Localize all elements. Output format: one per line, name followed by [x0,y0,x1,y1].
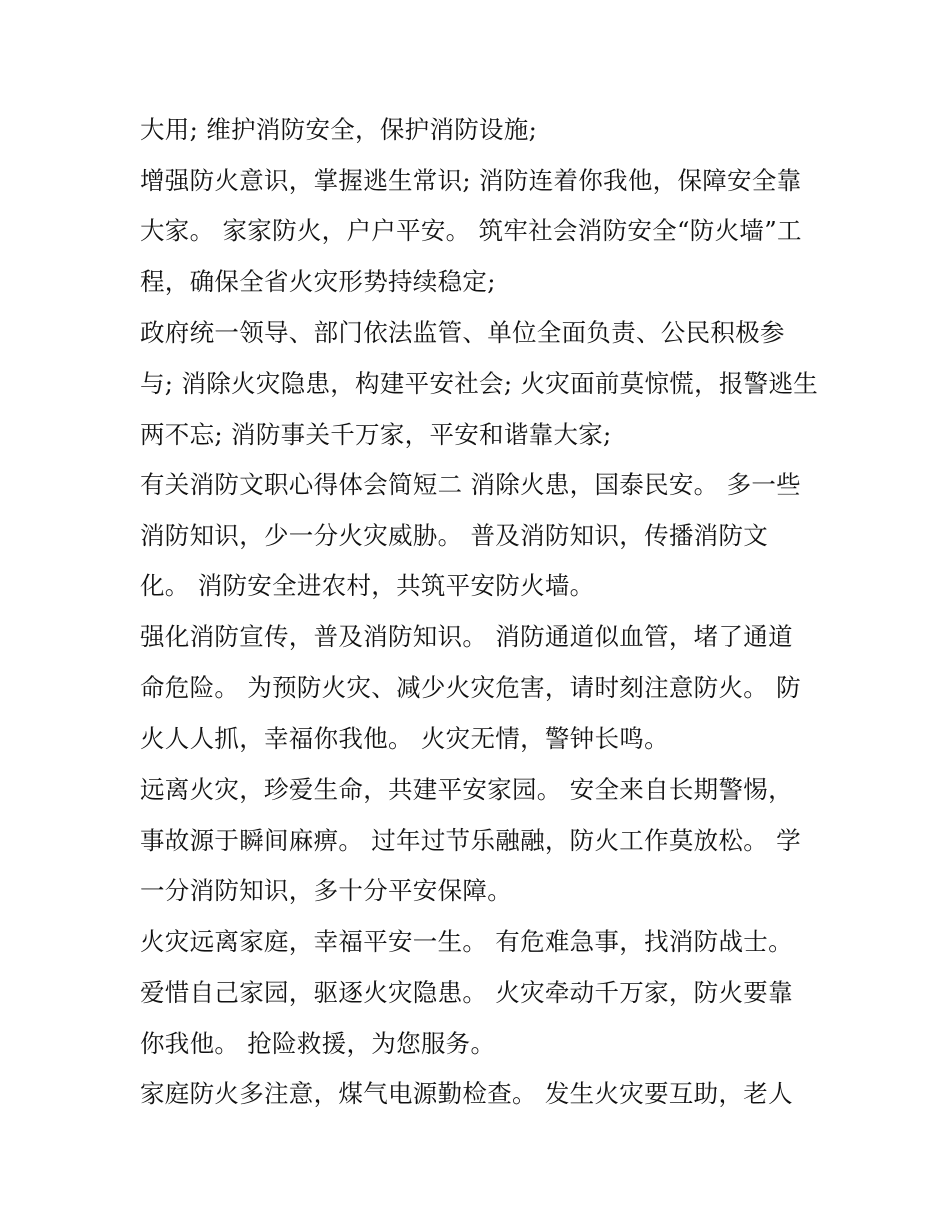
text-line: 事故源于瞬间麻痹。 过年过节乐融融，防火工作莫放松。 学 [140,826,801,855]
text-line: 消防知识，少一分火灾威胁。 普及消防知识，传播消防文 [140,521,769,550]
text-line: 增强防火意识，掌握逃生常识; 消防连着你我他，保障安全靠 [140,166,802,195]
text-line: 与; 消除火灾隐患，构建平安社会; 火灾面前莫惊慌，报警逃生 [140,369,819,398]
text-line: 远离火灾，珍爱生命，共建平安家园。 安全来自长期警惕， [140,775,793,804]
text-line: 大家。 家家防火，户户平安。 筑牢社会消防安全“防火墙”工 [140,216,802,245]
text-line: 两不忘; 消防事关千万家，平安和谐靠大家; [140,420,612,449]
text-line: 家庭防火多注意，煤气电源勤检查。 发生火灾要互助，老人 [140,1079,793,1108]
text-line: 化。 消防安全进农村，共筑平安防火墙。 [140,571,595,600]
text-line: 命危险。 为预防火灾、减少火灾危害，请时刻注意防火。 防 [140,673,801,702]
text-line: 爱惜自己家园，驱逐火灾隐患。 火灾牵动千万家，防火要靠 [140,978,793,1007]
text-line: 火灾远离家庭，幸福平安一生。 有危难急事，找消防战士。 [140,927,793,956]
text-line: 火人人抓，幸福你我他。 火灾无情，警钟长鸣。 [140,724,669,753]
text-line: 你我他。 抢险救援，为您服务。 [140,1029,496,1058]
text-line: 程，确保全省火灾形势持续稳定; [140,267,496,296]
text-line: 大用; 维护消防安全，保护消防设施; [140,115,538,144]
text-line: 有关消防文职心得体会简短二 消除火患，国泰民安。 多一些 [140,470,801,499]
text-line: 政府统一领导、部门依法监管、单位全面负责、公民积极参 [140,318,785,347]
text-line: 强化消防宣传，普及消防知识。 消防通道似血管，堵了通道 [140,622,793,651]
text-line: 一分消防知识，多十分平安保障。 [140,876,512,905]
